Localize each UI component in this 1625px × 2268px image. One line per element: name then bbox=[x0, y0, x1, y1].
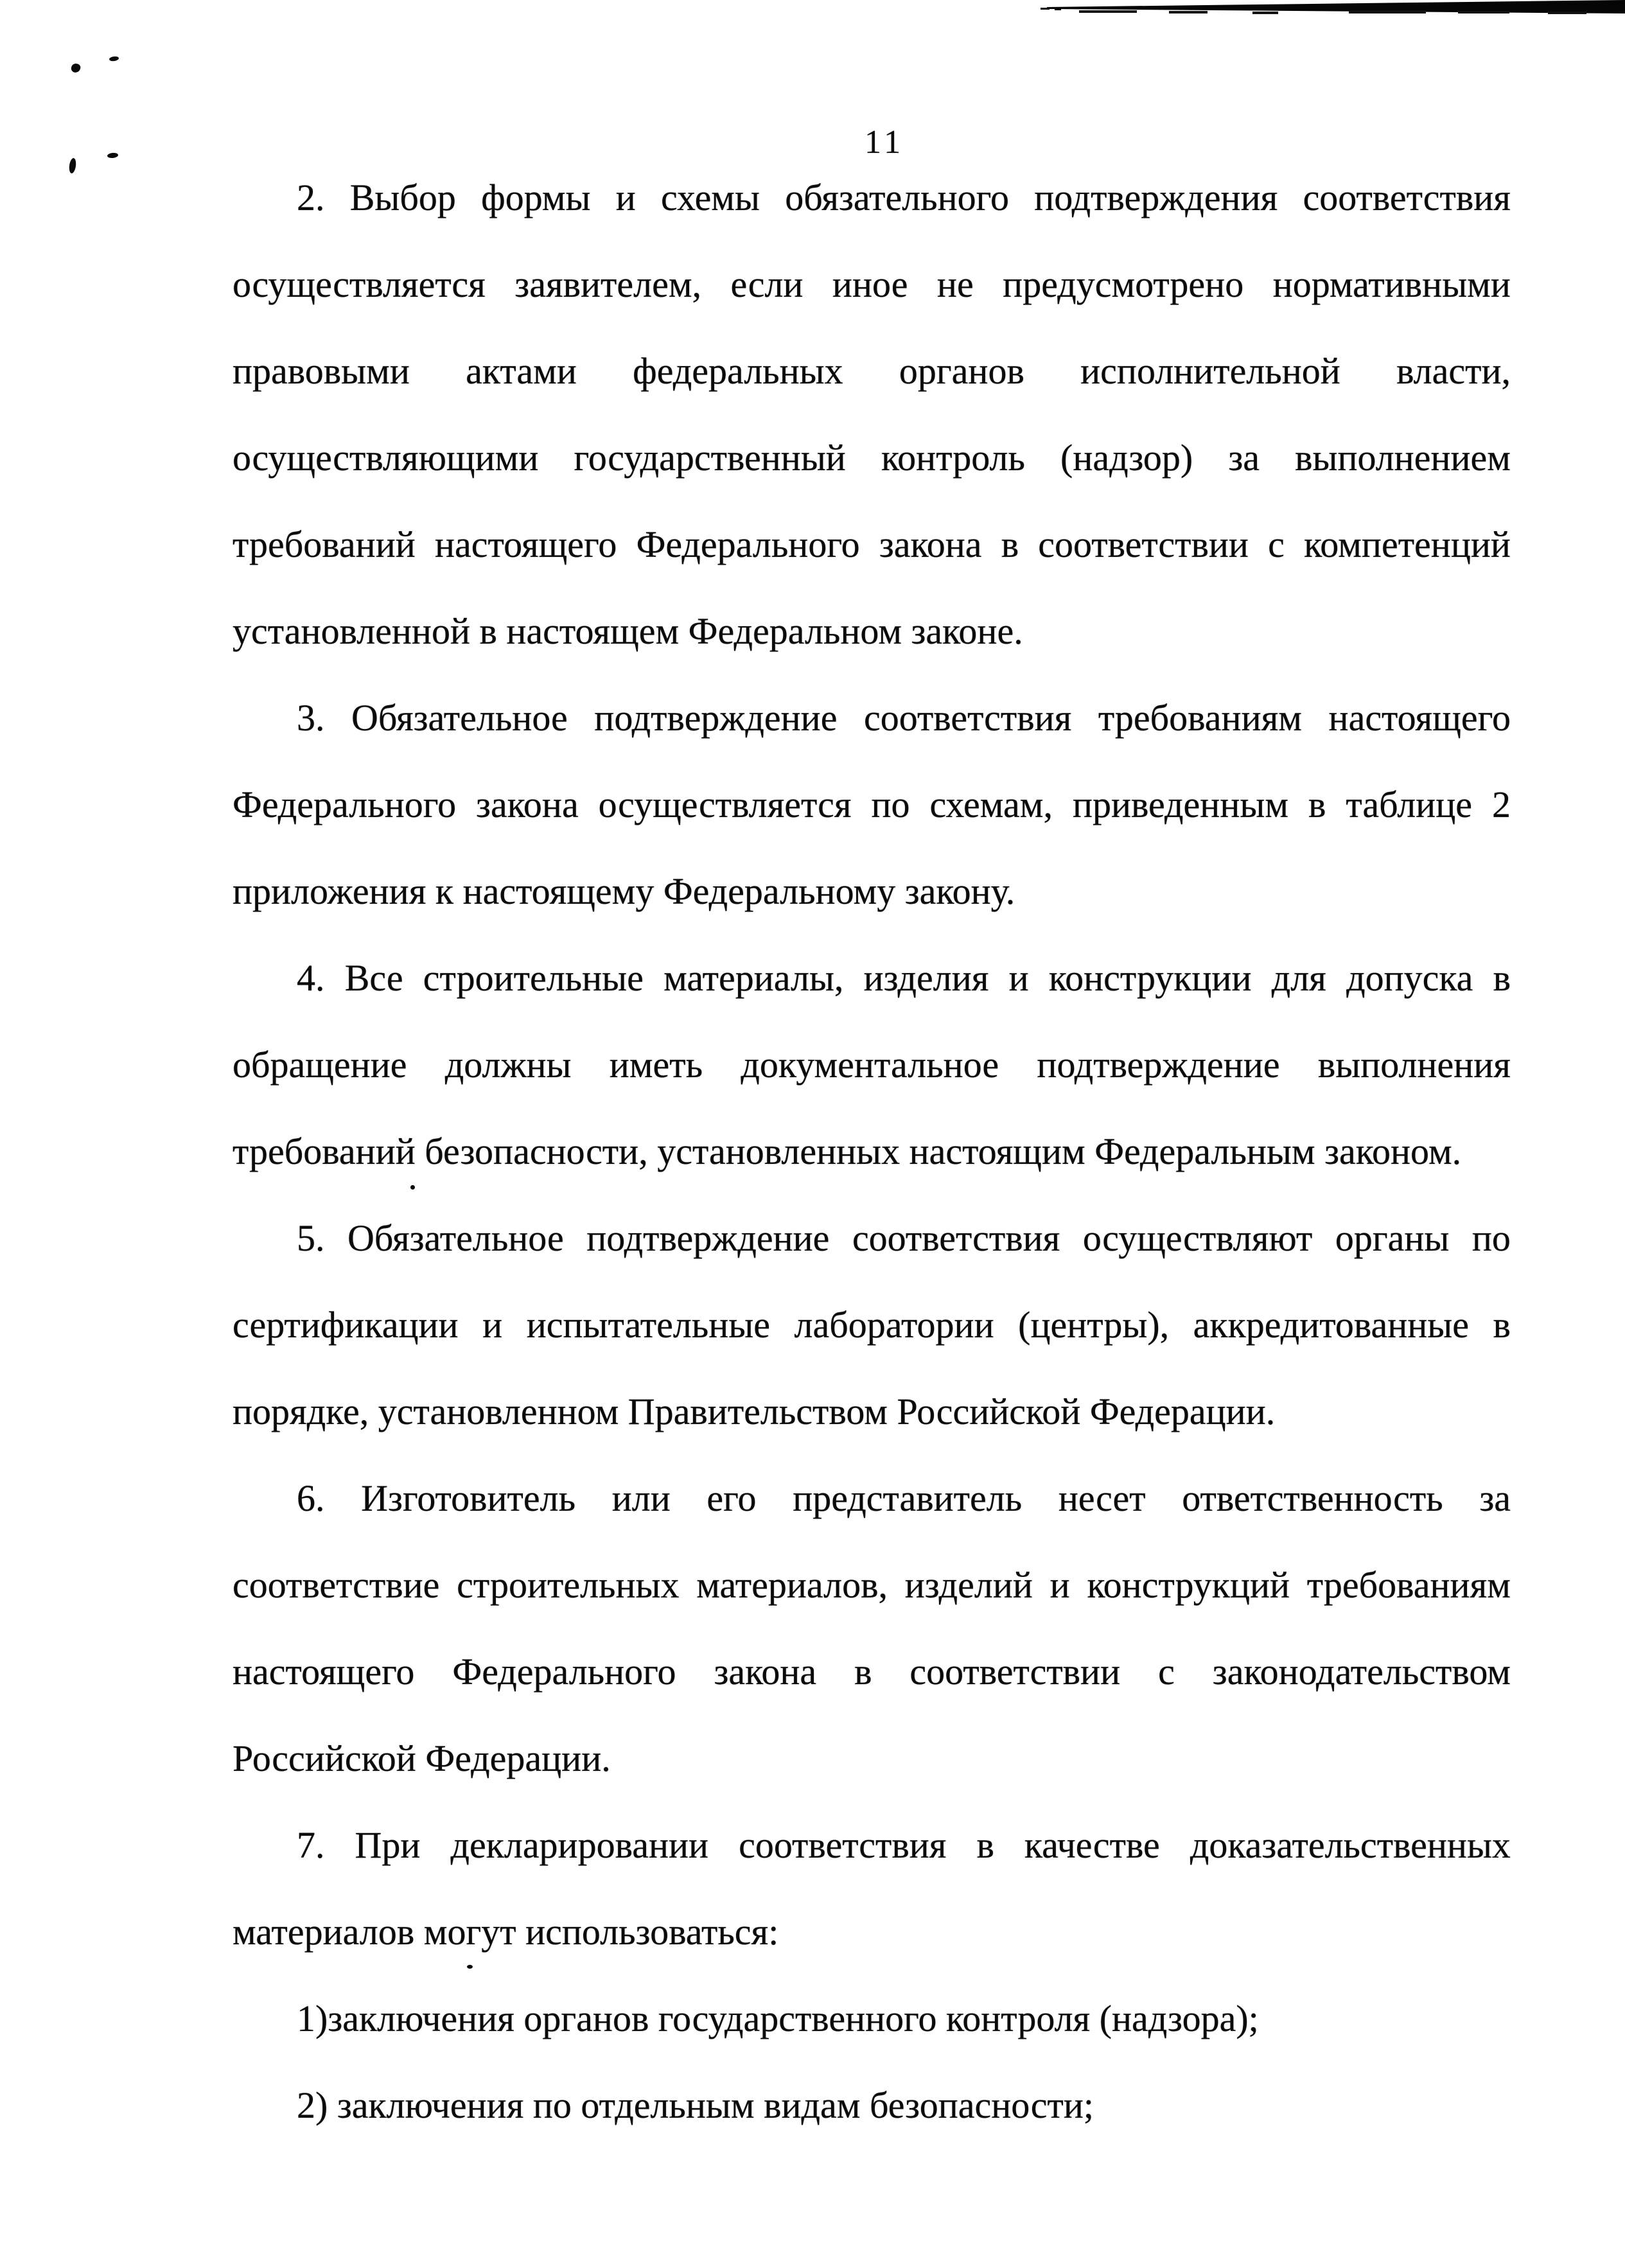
ink-speck bbox=[109, 56, 119, 62]
text-line: 2. Выбор формы и схемы обязательного подтверждения соответствия bbox=[297, 177, 1511, 218]
text-line: материалов могут использоваться: bbox=[233, 1911, 779, 1953]
text-line: обращение должны иметь документальное подтверждение выполнения bbox=[233, 1044, 1511, 1086]
text-line: установленной в настоящем Федеральном законе. bbox=[233, 610, 1023, 652]
document-text-block bbox=[233, 154, 1511, 2149]
text-line: требований безопасности, установленных настоящим Федеральным законом. bbox=[233, 1130, 1462, 1172]
text-line: настоящего Федерального закона в соответствии с законодательством bbox=[233, 1651, 1511, 1692]
text-line: Федерального закона осуществляется по схемам, приведенным в таблице 2 bbox=[233, 784, 1511, 825]
text-line: 3. Обязательное подтверждение соответствия требованиям настоящего bbox=[297, 697, 1511, 739]
ink-speck bbox=[70, 62, 81, 73]
text-line: 5. Обязательное подтверждение соответствия осуществляют органы по bbox=[297, 1217, 1511, 1259]
text-line: 2) заключения по отдельным видам безопасности; bbox=[297, 2084, 1094, 2126]
text-line: осуществляющими государственный контроль (надзор) за выполнением bbox=[233, 437, 1511, 479]
text-line: Российской Федерации. bbox=[233, 1737, 611, 1779]
text-line: порядке, установленном Правительством Российской Федерации. bbox=[233, 1391, 1276, 1432]
text-line: 4. Все строительные материалы, изделия и конструкции для допуска в bbox=[297, 957, 1511, 999]
text-line: 1)заключения органов государственного контроля (надзора); bbox=[297, 1998, 1259, 2039]
text-line: соответствие строительных материалов, изделий и конструкций требованиям bbox=[233, 1564, 1511, 1606]
ink-speck bbox=[107, 152, 119, 158]
text-line: приложения к настоящему Федеральному закону. bbox=[233, 870, 1015, 912]
ink-speck bbox=[68, 157, 76, 173]
text-line: правовыми актами федеральных органов исполнительной власти, bbox=[233, 350, 1511, 392]
page-number: 11 bbox=[865, 124, 905, 161]
text-line: сертификации и испытательные лаборатории (центры), аккредитованные в bbox=[233, 1304, 1511, 1346]
text-line: осуществляется заявителем, если иное не предусмотрено нормативными bbox=[233, 263, 1511, 305]
scan-artifact-bar bbox=[1041, 0, 1625, 26]
text-line: 7. При декларировании соответствия в качестве доказательственных bbox=[297, 1824, 1511, 1866]
text-line: 6. Изготовитель или его представитель несет ответственность за bbox=[297, 1477, 1511, 1519]
text-line: требований настоящего Федерального закона в соответствии с компетенций bbox=[233, 523, 1511, 565]
